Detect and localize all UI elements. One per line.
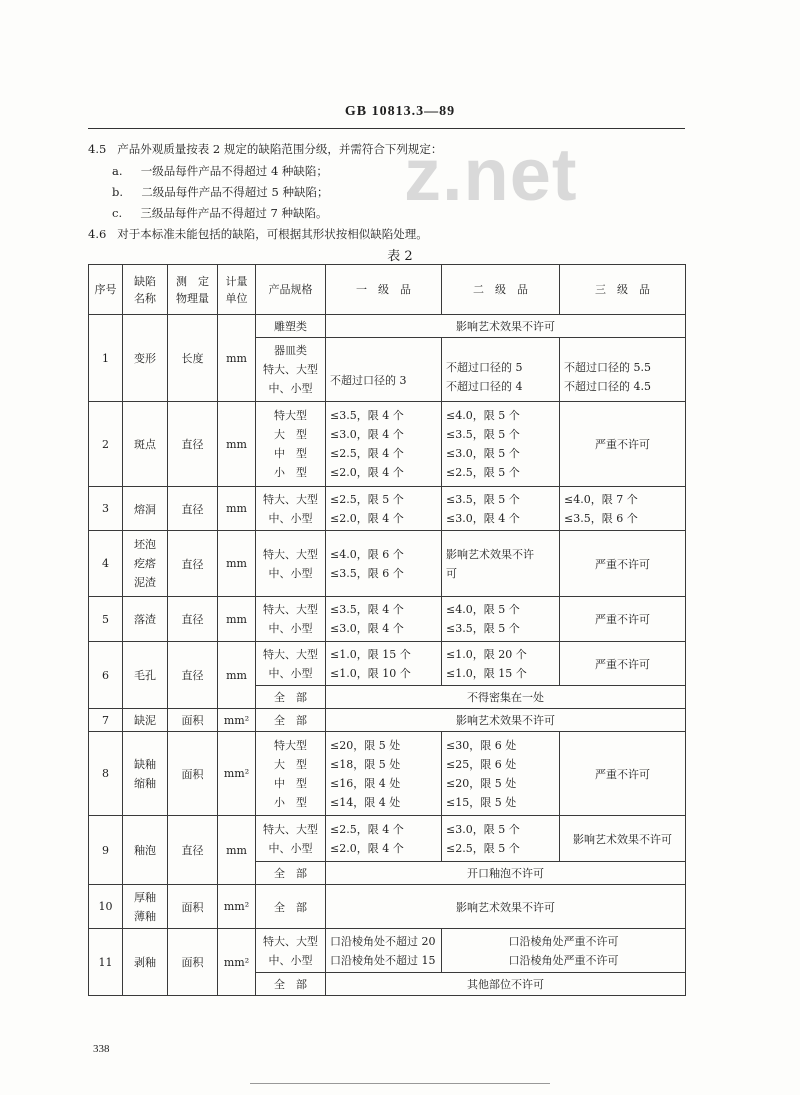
grade-1-limit: ≤20，限 5 处 ≤18，限 5 处 ≤16，限 4 处 ≤14，限 4 处 [326,732,442,816]
grade-2-limit: ≤30，限 6 处 ≤25，限 6 处 ≤20，限 5 处 ≤15，限 5 处 [442,732,560,816]
header-quantity: 测 定 物理量 [168,265,218,315]
grade-3-limit: 影响艺术效果不许可 [560,816,686,862]
spec: 全 部 [256,885,326,929]
clause-4-6-text: 对于本标准未能包括的缺陷，可根据其形状按相似缺陷处理。 [117,227,428,241]
grade-3-limit: 不超过口径的 5.5 不超过口径的 4.5 [560,338,686,402]
spec: 全 部 [256,862,326,885]
grade-1-limit: 口沿棱角处不超过 20 口沿棱角处不超过 15 [326,929,442,973]
unit: mm [218,531,256,597]
measured-quantity: 面积 [168,885,218,929]
spec: 特大、大型 中、小型 [256,487,326,531]
table-row [89,929,686,973]
row-seq: 9 [89,816,123,885]
header-grade-1: 一 级 品 [326,265,442,315]
spec: 雕塑类 [256,315,326,338]
unit: mm² [218,709,256,732]
table-row [89,531,686,597]
standard-code-header: GB 10813.3—89 [344,104,456,119]
grade-1-limit: ≤2.5，限 5 个 ≤2.0，限 4 个 [326,487,442,531]
grade-2-3-limit: 口沿棱角处严重不许可 口沿棱角处严重不许可 [442,929,686,973]
measured-quantity: 直径 [168,531,218,597]
grade-3-limit: ≤4.0，限 7 个 ≤3.5，限 6 个 [560,487,686,531]
row-seq: 11 [89,929,123,996]
defect-name: 剥釉 [123,929,168,996]
grade-2-limit: ≤4.0，限 5 个 ≤3.5，限 5 个 ≤3.0，限 5 个 ≤2.5，限 5 个 [442,402,560,487]
header-row [89,265,686,315]
spec: 特大型 大 型 中 型 小 型 [256,732,326,816]
row-seq: 2 [89,402,123,487]
defect-name: 釉泡 [123,816,168,885]
unit: mm² [218,732,256,816]
spec: 器皿类 特大、大型 中、小型 [256,338,326,402]
table-row [89,709,686,732]
header-rule [88,128,685,129]
grade-2-limit: 不超过口径的 5 不超过口径的 4 [442,338,560,402]
item-mark: a. [112,164,123,178]
defect-name: 斑点 [123,402,168,487]
measured-quantity: 直径 [168,487,218,531]
spec: 特大、大型 中、小型 [256,816,326,862]
merged-requirement: 影响艺术效果不许可 [326,885,686,929]
defect-name: 变形 [123,315,168,402]
item-text: 三级品每件产品不得超过 7 种缺陷。 [140,206,328,220]
spec: 特大型 大 型 中 型 小 型 [256,402,326,487]
spec: 全 部 [256,686,326,709]
spec: 特大、大型 中、小型 [256,597,326,642]
grade-3-limit: 严重不许可 [560,531,686,597]
item-mark: b. [112,185,124,199]
table-row [89,816,686,862]
defect-name: 缺泥 [123,709,168,732]
merged-requirement: 影响艺术效果不许可 [326,315,686,338]
measured-quantity: 直径 [168,642,218,709]
clause-item-a [112,163,328,179]
grade-2-limit: 影响艺术效果不许 可 [442,531,560,597]
clause-4-5-number: 4.5 [88,142,107,156]
defect-name: 厚釉 薄釉 [123,885,168,929]
unit: mm [218,816,256,885]
row-seq: 8 [89,732,123,816]
clause-item-b [112,184,328,200]
unit: mm [218,402,256,487]
table-row [89,597,686,642]
grade-1-limit: ≤4.0，限 6 个 ≤3.5，限 6 个 [326,531,442,597]
measured-quantity: 面积 [168,732,218,816]
defect-name: 熔洞 [123,487,168,531]
measured-quantity: 直径 [168,402,218,487]
spec: 全 部 [256,709,326,732]
table-row [89,487,686,531]
defect-name: 坯泡 疙瘩 泥渣 [123,531,168,597]
bottom-rule [250,1083,550,1084]
grade-3-limit: 严重不许可 [560,597,686,642]
clause-4-5-text: 产品外观质量按表 2 规定的缺陷范围分级，并需符合下列规定： [117,142,443,156]
header-defect: 缺陷 名称 [123,265,168,315]
clause-4-6-number: 4.6 [88,227,107,241]
defect-name: 落渣 [123,597,168,642]
spec: 特大、大型 中、小型 [256,531,326,597]
measured-quantity: 面积 [168,929,218,996]
grade-1-limit: ≤3.5，限 4 个 ≤3.0，限 4 个 ≤2.5，限 4 个 ≤2.0，限 4 个 [326,402,442,487]
row-seq: 7 [89,709,123,732]
header-grade-2: 二 级 品 [442,265,560,315]
table-row [89,642,686,686]
defect-name: 缺釉 缩釉 [123,732,168,816]
clause-item-c [112,205,328,221]
item-text: 一级品每件产品不得超过 4 种缺陷； [140,164,328,178]
page-number: 338 [93,1043,110,1055]
clause-4-6 [88,226,428,242]
grade-1-limit: 不超过口径的 3 [326,338,442,402]
grade-3-limit: 严重不许可 [560,402,686,487]
row-seq: 10 [89,885,123,929]
item-mark: c. [112,206,123,220]
header-spec: 产品规格 [256,265,326,315]
row-seq: 6 [89,642,123,709]
table-row [89,732,686,816]
table-caption: 表 2 [387,249,413,264]
merged-requirement: 开口釉泡不许可 [326,862,686,885]
grade-2-limit: ≤3.0，限 5 个 ≤2.5，限 5 个 [442,816,560,862]
grade-1-limit: ≤2.5，限 4 个 ≤2.0，限 4 个 [326,816,442,862]
item-text: 二级品每件产品不得超过 5 种缺陷； [141,185,329,199]
watermark: z.net [404,133,578,216]
grade-1-limit: ≤3.5，限 4 个 ≤3.0，限 4 个 [326,597,442,642]
unit: mm [218,642,256,709]
grade-3-limit: 严重不许可 [560,642,686,686]
spec: 特大、大型 中、小型 [256,929,326,973]
grade-2-limit: ≤1.0，限 20 个 ≤1.0，限 15 个 [442,642,560,686]
defect-name: 毛孔 [123,642,168,709]
measured-quantity: 长度 [168,315,218,402]
table-row [89,402,686,487]
row-seq: 1 [89,315,123,402]
spec: 特大、大型 中、小型 [256,642,326,686]
row-seq: 3 [89,487,123,531]
measured-quantity: 面积 [168,709,218,732]
defect-grade-table [88,264,686,996]
unit: mm [218,597,256,642]
grade-2-limit: ≤4.0，限 5 个 ≤3.5，限 5 个 [442,597,560,642]
measured-quantity: 直径 [168,597,218,642]
spec: 全 部 [256,973,326,996]
row-seq: 4 [89,531,123,597]
table-row [89,315,686,338]
grade-3-limit: 严重不许可 [560,732,686,816]
unit: mm [218,487,256,531]
clause-4-5 [88,141,442,157]
header-grade-3: 三 级 品 [560,265,686,315]
grade-1-limit: ≤1.0，限 15 个 ≤1.0，限 10 个 [326,642,442,686]
grade-2-limit: ≤3.5，限 5 个 ≤3.0，限 4 个 [442,487,560,531]
merged-requirement: 其他部位不许可 [326,973,686,996]
unit: mm² [218,885,256,929]
header-unit: 计量 单位 [218,265,256,315]
merged-requirement: 不得密集在一处 [326,686,686,709]
table-row [89,885,686,929]
unit: mm [218,315,256,402]
merged-requirement: 影响艺术效果不许可 [326,709,686,732]
unit: mm² [218,929,256,996]
row-seq: 5 [89,597,123,642]
measured-quantity: 直径 [168,816,218,885]
header-seq: 序号 [89,265,123,315]
